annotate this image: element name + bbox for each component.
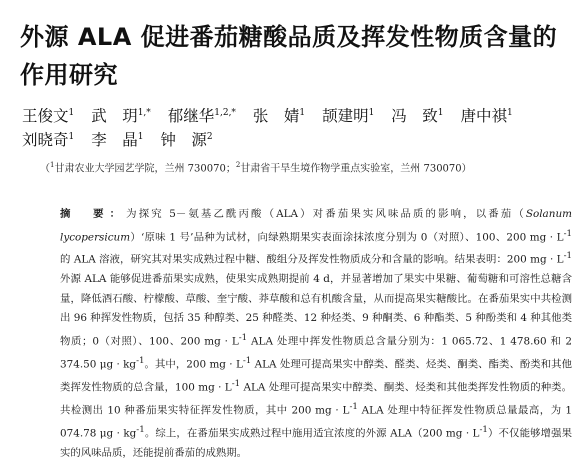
affil-open: （ xyxy=(40,163,50,175)
author-affil-mark: 1 xyxy=(137,131,144,142)
abstract-text: ALA 处理可提高果实中醇类、酮类、烃类和其他类挥发性物质的种类。共检测出 10 种番茄果实特征挥发性物质，其中 200 mg · L xyxy=(60,381,573,417)
author-name: 冯 致 xyxy=(391,107,438,125)
author-list xyxy=(22,104,570,152)
author-name: 张 婧 xyxy=(252,107,300,125)
author-name: 唐中祺 xyxy=(460,107,507,125)
abstract xyxy=(60,205,572,463)
affil-mark-2: 2 xyxy=(235,161,241,169)
abstract-label: 摘 要： xyxy=(60,208,127,220)
author-name: 郁继华 xyxy=(167,107,215,125)
author-name: 刘晓奇 xyxy=(22,131,69,149)
author xyxy=(391,107,443,125)
scientific-name: Solanum lycopersicum xyxy=(60,208,572,243)
paper-title: 外源 ALA 促进番茄糖酸品质及挥发性物质含量的作用研究 xyxy=(20,23,558,89)
unit-exponent: -1 xyxy=(479,424,488,435)
unit-exponent: -1 xyxy=(563,228,572,239)
author xyxy=(22,131,74,149)
author-affil-mark: 1 xyxy=(437,107,444,118)
abstract-text: ）‘原味 1 号’品种为试材，向绿熟期果实表面涂抹浓度分别为 0（对照）、100、200 mg · L xyxy=(130,230,564,243)
author-affil-mark: 1 xyxy=(368,107,375,118)
unit-exponent: -1 xyxy=(231,378,241,389)
abstract-text: ）不仅能够增强果实的风味品质，还能提前番茄的成熟期。 xyxy=(60,427,573,459)
unit-exponent: -1 xyxy=(242,355,252,366)
affiliations xyxy=(40,158,580,176)
author-affil-mark: 1,2,* xyxy=(214,107,236,118)
unit-exponent: -1 xyxy=(349,401,358,412)
abstract-text: ALA 处理中挥发性物质总含量分别为：1 065.72、1 478.60 和 2 374.50 μg · kg xyxy=(60,335,572,371)
author-affil-mark: 2 xyxy=(206,131,213,142)
unit-exponent: -1 xyxy=(136,424,145,435)
affil-text-2: 甘肃省干旱生境作物学重点实验室，兰州 730070） xyxy=(240,163,472,175)
author xyxy=(160,131,212,149)
author xyxy=(168,107,236,125)
author xyxy=(91,131,143,149)
author-name: 李 晶 xyxy=(91,131,138,149)
author-name: 颉建明 xyxy=(322,107,369,125)
abstract-text: 外源 ALA 能够促进番茄果实成熟，使果实成熟期提前 4 d，并显著增加了果实中果糖、葡萄糖和可溶性总糖含量，降低酒石酸、柠檬酸、草酸、奎宁酸、莽草酸和总有机酸含量，从而提高果实糖酸比。在番茄果实中共检测出 96 种挥发性物质，包括 35 种醇类、25 种醛类、12 种烃类、9 种酮类、6 种酯类、5 种酚类和 4 种其他类物质；0（对照）、100、200 mg · L xyxy=(60,273,572,348)
author-affil-mark: 1,* xyxy=(137,107,151,118)
author-affil-mark: 1 xyxy=(68,131,75,142)
unit-exponent: -1 xyxy=(563,251,572,262)
author xyxy=(91,107,151,125)
abstract-text: 的 ALA 溶液，研究其对果实成熟过程中糖、酸组分及挥发性物质成分和含量的影响。结果表明：200 mg · L xyxy=(60,253,564,266)
unit-exponent: -1 xyxy=(238,332,248,343)
affil-text-1: 甘肃农业大学园艺学院，兰州 730070； xyxy=(54,163,236,175)
abstract-text: 为探究 5－氨基乙酰丙酸（ALA）对番茄果实风味品质的影响，以番茄（ xyxy=(126,208,526,220)
author xyxy=(460,107,512,125)
abstract-text: 。综上，在番茄果实成熟过程中施用适宜浓度的外源 ALA（200 mg · L xyxy=(144,427,480,440)
author-name: 钟 源 xyxy=(160,131,207,149)
unit-exponent: -1 xyxy=(136,355,145,366)
author xyxy=(322,107,374,125)
author xyxy=(22,107,74,125)
author xyxy=(253,107,305,125)
author-affil-mark: 1 xyxy=(506,107,513,118)
abstract-text: ALA 处理可提高果实中醇类、醛类、烃类、酮类、酯类、酚类和其他类挥发性物质的总含量，100 mg · L xyxy=(60,358,573,394)
author-affil-mark: 1 xyxy=(68,107,75,118)
author-name: 武 玥 xyxy=(91,107,138,125)
affil-mark-1: 1 xyxy=(50,161,55,169)
abstract-text: ALA 处理中特征挥发性物质总量最高，为 1 074.78 μg · kg xyxy=(60,404,572,440)
author-name: 王俊文 xyxy=(22,107,69,125)
abstract-text: 。其中，200 mg · L xyxy=(144,358,243,371)
author-affil-mark: 1 xyxy=(299,107,306,118)
